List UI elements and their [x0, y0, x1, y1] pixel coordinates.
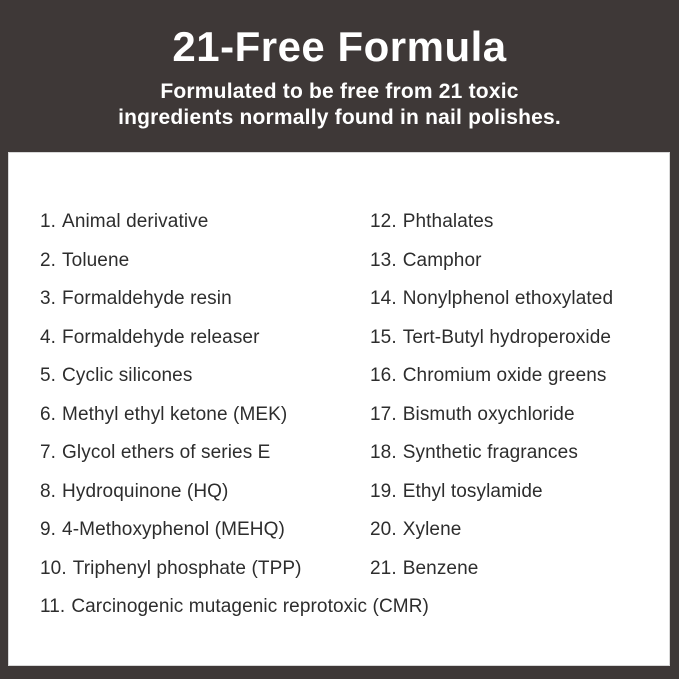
item-label: Carcinogenic mutagenic reprotoxic (CMR) — [71, 596, 429, 618]
item-label: Cyclic silicones — [62, 365, 193, 387]
list-item — [370, 396, 613, 435]
subtitle-line-1: Formulated to be free from 21 toxic — [160, 80, 519, 103]
item-number: 2. — [40, 249, 57, 271]
item-number: 18. — [370, 442, 397, 464]
item-number: 12. — [370, 211, 397, 233]
item-number: 21. — [370, 557, 397, 579]
list-item — [370, 319, 613, 358]
item-number: 8. — [40, 480, 57, 502]
item-label: Camphor — [402, 249, 482, 271]
item-label: Bismuth oxychloride — [402, 403, 575, 425]
item-number: 16. — [370, 365, 397, 387]
page-subtitle — [0, 79, 679, 131]
item-label: Tert-Butyl hydroperoxide — [402, 326, 612, 348]
item-number: 13. — [370, 249, 397, 271]
ingredient-list-card — [8, 152, 670, 666]
subtitle-line-2: ingredients normally found in nail polishes. — [118, 106, 561, 129]
item-number: 19. — [370, 480, 397, 502]
item-number: 17. — [370, 403, 397, 425]
item-label: Ethyl tosylamide — [402, 480, 543, 502]
item-label: Methyl ethyl ketone (MEK) — [62, 403, 288, 425]
list-item — [370, 203, 613, 242]
item-label: Formaldehyde resin — [62, 288, 232, 310]
item-number: 11. — [40, 596, 66, 618]
list-item — [370, 473, 613, 512]
item-label: Benzene — [402, 557, 479, 579]
item-number: 9. — [40, 519, 57, 541]
ingredient-column-2 — [370, 203, 613, 588]
item-label: Animal derivative — [62, 211, 209, 233]
item-number: 15. — [370, 326, 397, 348]
item-number: 14. — [370, 288, 397, 310]
list-item — [370, 242, 613, 281]
list-item — [370, 357, 613, 396]
item-label: Xylene — [402, 519, 462, 541]
page-title: 21-Free Formula — [172, 23, 507, 70]
item-label: Toluene — [62, 249, 130, 271]
item-label: Synthetic fragrances — [402, 442, 578, 464]
list-item — [370, 280, 613, 319]
item-label: Nonylphenol ethoxylated — [402, 288, 614, 310]
list-item — [370, 434, 613, 473]
item-label: Phthalates — [402, 211, 494, 233]
header-banner — [0, 0, 679, 152]
item-label: Glycol ethers of series E — [62, 442, 271, 464]
list-item — [370, 511, 613, 550]
item-number: 4. — [40, 326, 57, 348]
item-label: Hydroquinone (HQ) — [62, 480, 229, 502]
item-number: 7. — [40, 442, 57, 464]
item-number: 3. — [40, 288, 57, 310]
item-number: 5. — [40, 365, 57, 387]
item-label: Formaldehyde releaser — [62, 326, 260, 348]
item-label: Triphenyl phosphate (TPP) — [72, 557, 302, 579]
item-label: Chromium oxide greens — [402, 365, 607, 387]
list-item — [370, 550, 613, 589]
item-number: 1. — [40, 211, 57, 233]
item-number: 6. — [40, 403, 57, 425]
item-number: 10. — [40, 557, 67, 579]
item-label: 4-Methoxyphenol (MEHQ) — [62, 519, 285, 541]
list-item — [40, 588, 429, 627]
item-number: 20. — [370, 519, 397, 541]
